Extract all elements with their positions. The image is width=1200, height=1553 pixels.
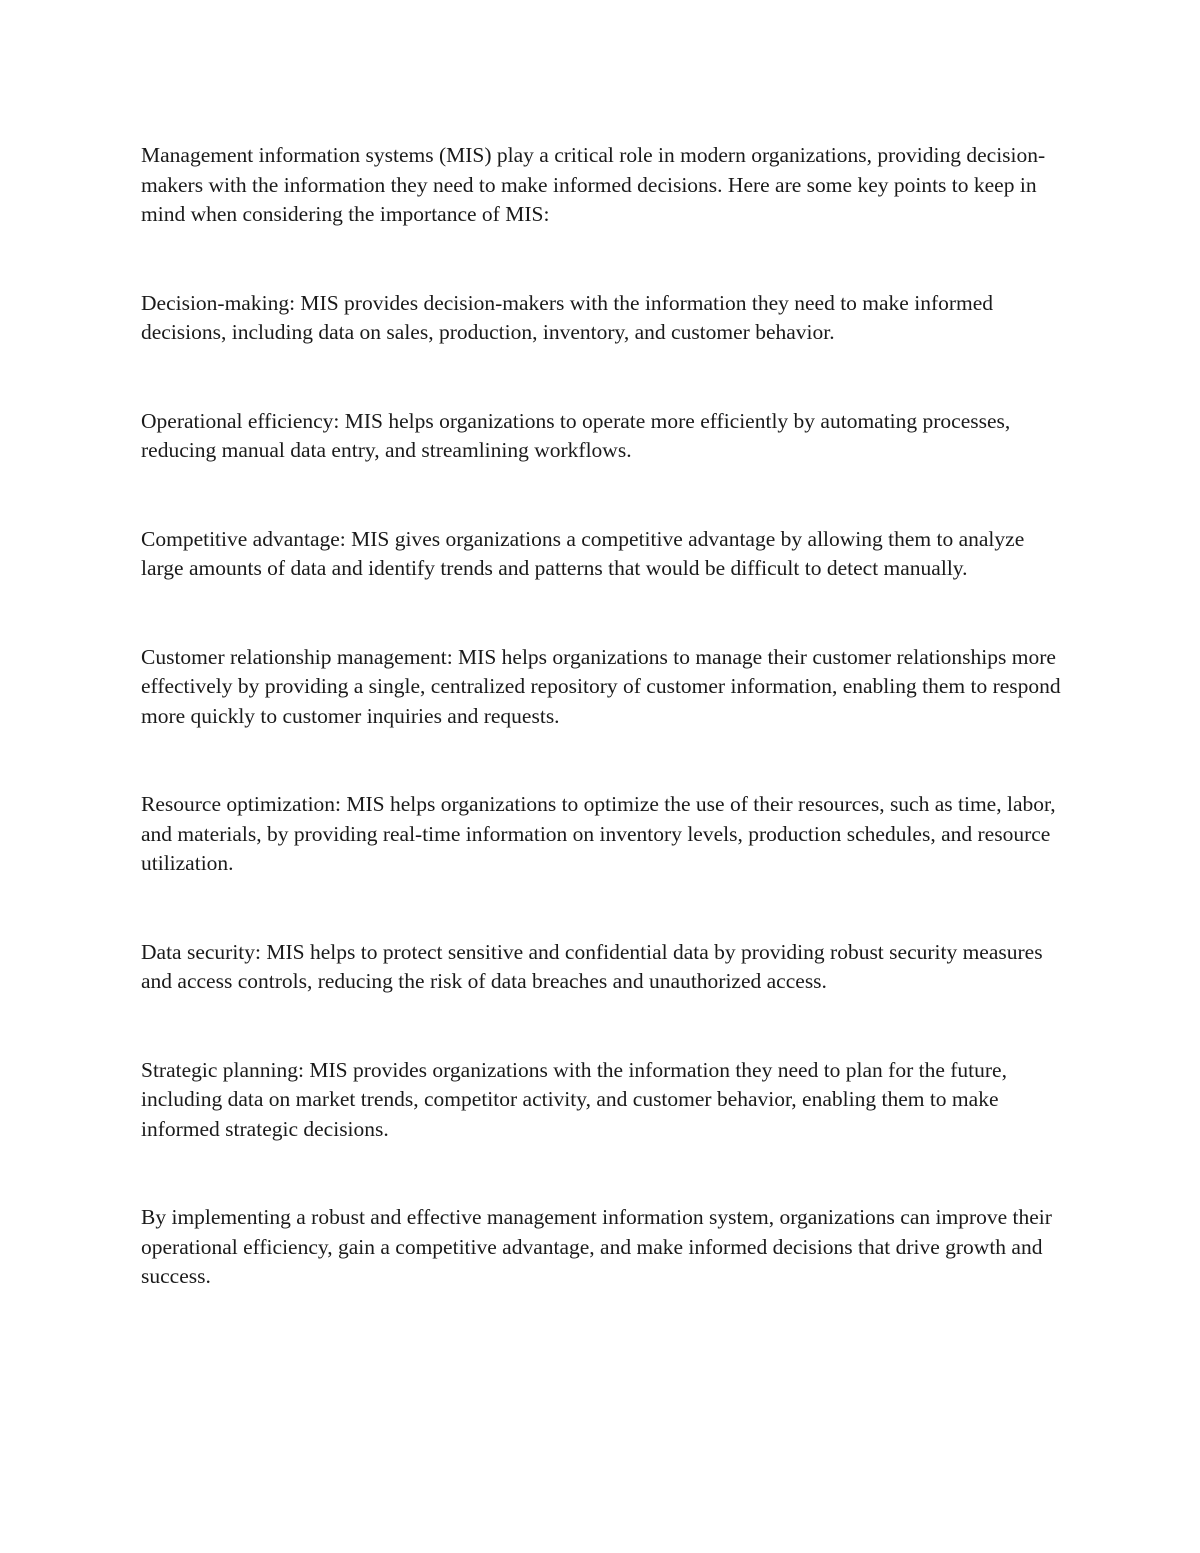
paragraph-competitive-advantage: Competitive advantage: MIS gives organizations a competitive advantage by allowing them to analyze large amounts of data and identify trends and patterns that would be difficult to detect manually. <box>141 526 1025 580</box>
paragraph-decision-making: Decision-making: MIS provides decision-makers with the information they need to make informed decisions, including data on sales, production, inventory, and customer behavior. <box>141 290 994 344</box>
intro-paragraph: Management information systems (MIS) play a critical role in modern organizations, providing decision-makers with the information they need to make informed decisions. Here are some key points to keep in mind when considering the importance of MIS: <box>141 143 1046 226</box>
conclusion-paragraph: By implementing a robust and effective management information system, organizations can improve their operational efficiency, gain a competitive advantage, and make informed decisions that drive growth and success. <box>141 1205 1052 1288</box>
paragraph-data-security: Data security: MIS helps to protect sensitive and confidential data by providing robust security measures and access controls, reducing the risk of data breaches and unauthorized access. <box>141 939 1043 993</box>
document-body <box>141 141 1066 1292</box>
paragraph-customer-relationship-management: Customer relationship management: MIS helps organizations to manage their customer relationships more effectively by providing a single, centralized repository of customer information, enabling them to respond more quickly to customer inquiries and requests. <box>141 644 1061 728</box>
paragraph-strategic-planning: Strategic planning: MIS provides organizations with the information they need to plan for the future, including data on market trends, competitor activity, and customer behavior, enabling them to make informed strategic decisions. <box>141 1057 1007 1141</box>
paragraph-resource-optimization: Resource optimization: MIS helps organizations to optimize the use of their resources, such as time, labor, and materials, by providing real-time information on inventory levels, production schedules, and resource utilization. <box>141 792 1056 875</box>
paragraph-operational-efficiency: Operational efficiency: MIS helps organizations to operate more efficiently by automating processes, reducing manual data entry, and streamlining workflows. <box>141 408 1011 462</box>
